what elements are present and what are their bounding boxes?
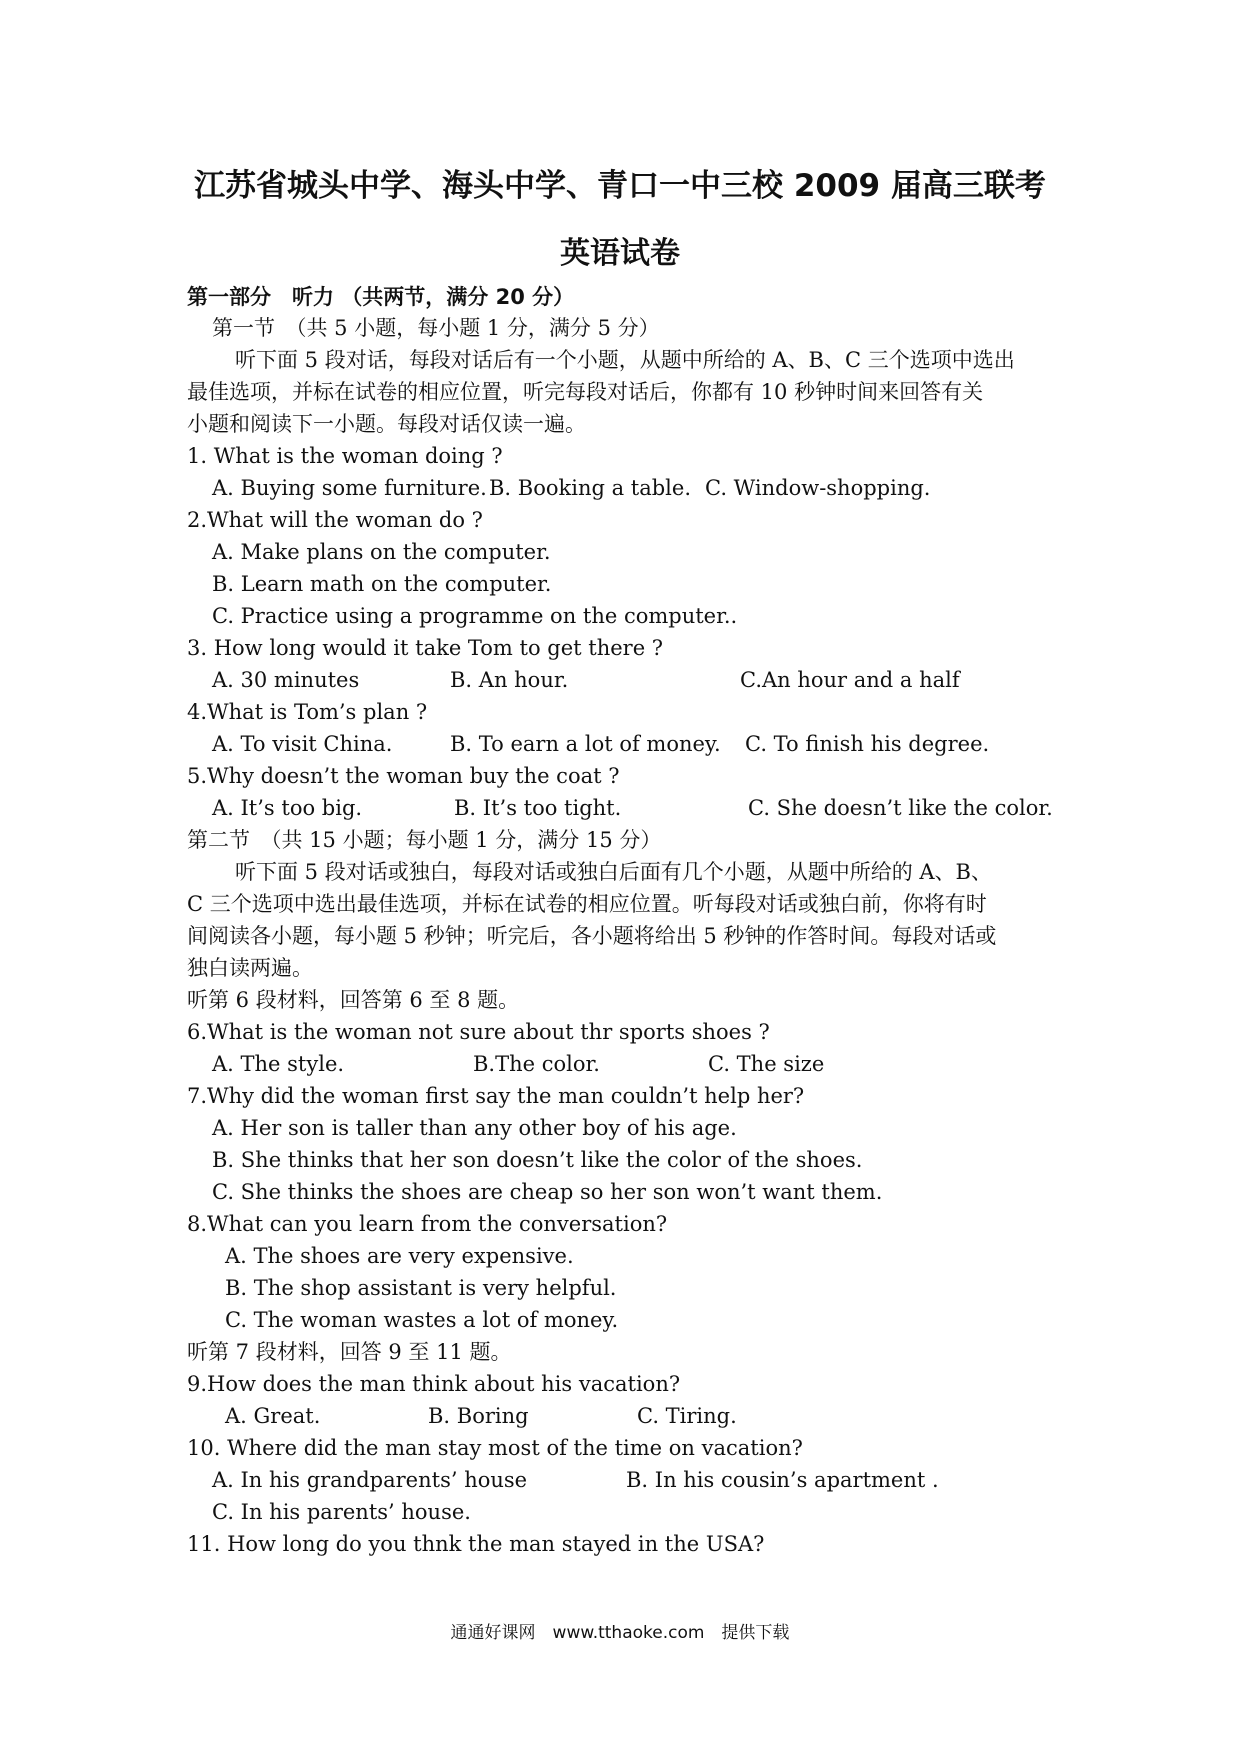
option-c: C. In his parents’ house. xyxy=(212,1500,471,1524)
material-6-note: 听第 6 段材料，回答第 6 至 8 题。 xyxy=(187,988,520,1012)
section2-instruction-line: C 三个选项中选出最佳选项，并标在试卷的相应位置。听每段对话或独白前，你将有时 xyxy=(187,892,987,916)
question-5: 5.Why doesn’t the woman buy the coat ? xyxy=(187,764,620,788)
material-7-note: 听第 7 段材料，回答 9 至 11 题。 xyxy=(187,1340,512,1364)
section2-instruction-line: 独白读两遍。 xyxy=(187,956,313,980)
question-6: 6.What is the woman not sure about thr sports shoes ? xyxy=(187,1020,770,1044)
option-a: A. Great. xyxy=(225,1404,321,1428)
option-b: B. Boring xyxy=(428,1404,529,1428)
question-5-options xyxy=(212,792,1152,824)
option-c: C. The woman wastes a lot of money. xyxy=(225,1308,619,1332)
section1-instruction-line: 最佳选项，并标在试卷的相应位置，听完每段对话后，你都有 10 秒钟时间来回答有关 xyxy=(187,380,984,404)
option-c: C.An hour and a half xyxy=(740,668,960,692)
option-a: A. To visit China. xyxy=(212,732,393,756)
option-c: C. Tiring. xyxy=(637,1404,737,1428)
option-c: C. Practice using a programme on the computer.. xyxy=(212,604,738,628)
section1-instruction-line: 小题和阅读下一小题。每段对话仅读一遍。 xyxy=(187,412,586,436)
option-c: C. She thinks the shoes are cheap so her son won’t want them. xyxy=(212,1180,883,1204)
option-b: B. It’s too tight. xyxy=(454,796,622,820)
section1-instruction-line: 听下面 5 段对话，每段对话后有一个小题，从题中所给的 A、B、C 三个选项中选出 xyxy=(235,348,1015,372)
footer-credit: 通通好课网 www.tthaoke.com 提供下载 xyxy=(450,1623,790,1643)
question-10: 10. Where did the man stay most of the time on vacation? xyxy=(187,1436,803,1460)
question-1: 1. What is the woman doing ? xyxy=(187,444,503,468)
option-a: A. In his grandparents’ house xyxy=(212,1468,528,1492)
question-4-options xyxy=(212,728,1152,760)
option-b: B.The color. xyxy=(473,1052,600,1076)
question-1-options xyxy=(212,472,1152,504)
option-a: A. It’s too big. xyxy=(212,796,363,820)
question-7: 7.Why did the woman first say the man couldn’t help her? xyxy=(187,1084,805,1108)
option-b: B. To earn a lot of money. xyxy=(450,732,721,756)
question-10-options xyxy=(212,1464,1152,1496)
section1-heading: 第一节 （共 5 小题，每小题 1 分，满分 5 分） xyxy=(212,316,660,340)
question-8: 8.What can you learn from the conversation? xyxy=(187,1212,668,1236)
option-a: A. The style. xyxy=(212,1052,345,1076)
question-3: 3. How long would it take Tom to get there ? xyxy=(187,636,664,660)
section2-heading: 第二节 （共 15 小题；每小题 1 分，满分 15 分） xyxy=(187,828,662,852)
option-b: B. An hour. xyxy=(450,668,569,692)
option-b: B. Learn math on the computer. xyxy=(212,572,552,596)
section2-instruction-line: 听下面 5 段对话或独白，每段对话或独白后面有几个小题，从题中所给的 A、B、 xyxy=(235,860,992,884)
option-b: B. Booking a table. xyxy=(489,476,692,500)
option-b: B. She thinks that her son doesn’t like the color of the shoes. xyxy=(212,1148,863,1172)
question-3-options xyxy=(212,664,1152,696)
option-c: C. Window-shopping. xyxy=(705,476,931,500)
part1-heading: 第一部分 听力 （共两节，满分 20 分） xyxy=(187,285,575,309)
option-c: C. The size xyxy=(708,1052,825,1076)
option-b: B. In his cousin’s apartment . xyxy=(626,1468,939,1492)
question-2: 2.What will the woman do ? xyxy=(187,508,483,532)
section2-instruction-line: 间阅读各小题，每小题 5 秒钟；听完后，各小题将给出 5 秒钟的作答时间。每段对话或 xyxy=(187,924,997,948)
option-a: A. The shoes are very expensive. xyxy=(225,1244,574,1268)
question-6-options xyxy=(212,1048,1152,1080)
question-9: 9.How does the man think about his vacation? xyxy=(187,1372,681,1396)
option-a: A. Make plans on the computer. xyxy=(212,540,551,564)
option-a: A. Buying some furniture. xyxy=(212,476,487,500)
option-a: A. Her son is taller than any other boy of his age. xyxy=(212,1116,737,1140)
question-11: 11. How long do you thnk the man stayed in the USA? xyxy=(187,1532,765,1556)
exam-title: 江苏省城头中学、海头中学、青口一中三校 2009 届高三联考 xyxy=(194,168,1046,204)
exam-subtitle: 英语试卷 xyxy=(560,236,680,271)
option-b: B. The shop assistant is very helpful. xyxy=(225,1276,617,1300)
option-a: A. 30 minutes xyxy=(212,668,360,692)
option-c: C. To finish his degree. xyxy=(745,732,990,756)
option-c: C. She doesn’t like the color. xyxy=(748,796,1053,820)
question-9-options xyxy=(225,1400,1165,1432)
question-4: 4.What is Tom’s plan ? xyxy=(187,700,428,724)
